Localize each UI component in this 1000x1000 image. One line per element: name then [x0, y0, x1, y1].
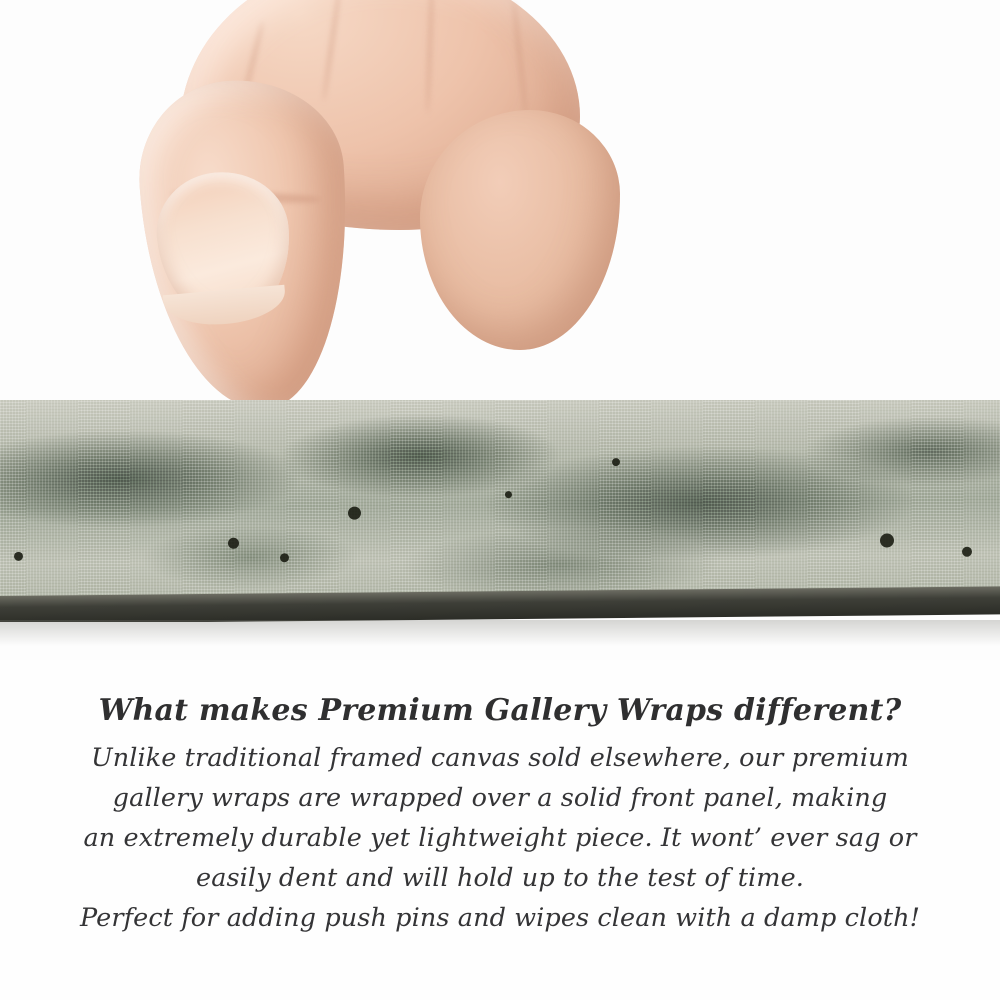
knuckle-crease-icon: [426, 0, 435, 114]
caption-title: What makes Premium Gallery Wraps different?: [98, 693, 902, 728]
canvas-speck: [228, 538, 239, 549]
knuckle-crease-icon: [512, 0, 529, 120]
caption-line: easily dent and will hold up to the test of time.: [196, 863, 804, 893]
canvas-speck: [962, 547, 972, 557]
canvas-drop-shadow: [0, 620, 1000, 646]
canvas-speck: [348, 507, 361, 520]
canvas-wrap-strip: [0, 400, 1000, 622]
canvas-weave-texture: [0, 400, 1000, 610]
canvas-speck: [505, 491, 512, 498]
knuckle-crease-icon: [322, 0, 343, 102]
caption-line: gallery wraps are wrapped over a solid front panel, making: [112, 783, 888, 813]
canvas-speck: [280, 553, 289, 562]
hand-illustration: [120, 0, 590, 430]
canvas-speck: [14, 552, 23, 561]
caption-line: Perfect for adding push pins and wipes clean with a damp cloth!: [80, 903, 920, 933]
canvas-print-surface: [0, 400, 1000, 610]
caption-line: Unlike traditional framed canvas sold elsewhere, our premium: [91, 743, 909, 773]
hand-side-shape: [420, 110, 620, 350]
caption-block: [0, 690, 1000, 938]
canvas-speck: [880, 533, 894, 547]
caption-body: [0, 738, 1000, 938]
caption-line: an extremely durable yet lightweight piece. It wont’ ever sag or: [83, 823, 917, 853]
canvas-speck: [612, 458, 620, 466]
